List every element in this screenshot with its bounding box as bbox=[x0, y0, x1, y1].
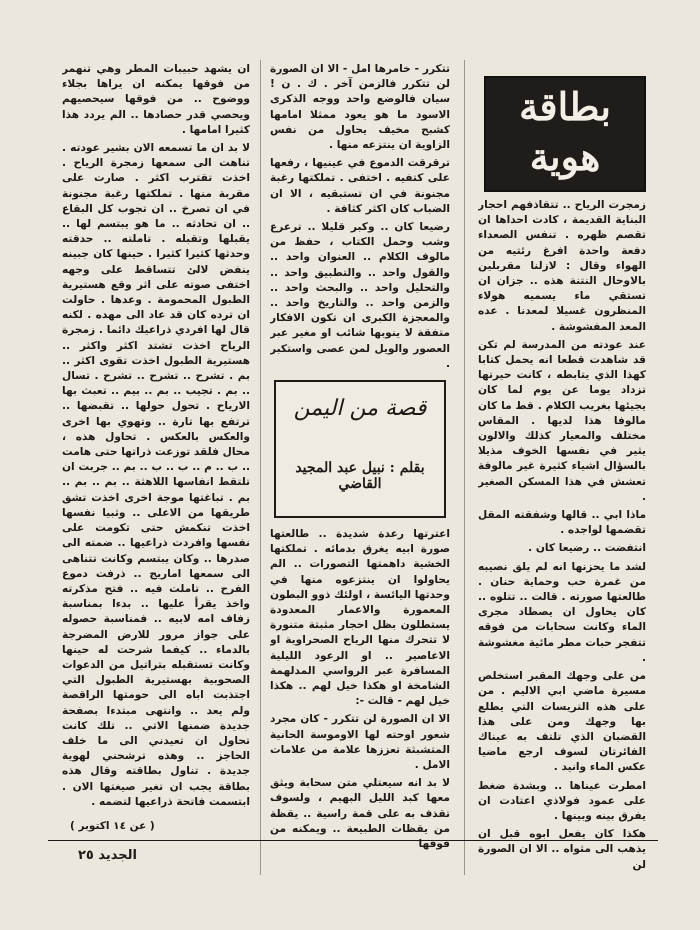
title-box bbox=[484, 76, 646, 192]
title-line-1: بطاقة bbox=[519, 84, 611, 129]
footer-divider bbox=[48, 840, 658, 841]
paragraph: امطرت عيناها .. وبشدة ضغط على عمود فولاذي اعتادت ان يفرق بينه وبينها . bbox=[478, 779, 646, 822]
paragraph: لا بد انه سيعتلي متن سحابة ويثق معها كبد الليل البهيم ، ولسوف تقذف به على قمة راسية .. يقظة من يقظات الطبيعة .. ويمكنه من فوقها bbox=[270, 777, 450, 851]
title-line-2: هوية bbox=[529, 134, 601, 179]
text-column-right bbox=[478, 198, 646, 893]
source-note: ( عن ١٤ اكتوبر ) bbox=[70, 820, 155, 832]
column-divider bbox=[464, 60, 465, 875]
paragraph: ان يشهد حبيبات المطر وهي تنهمر من فوقها يمكنه ان يراها بجلاء ووضوح .. من فوقها سيحصيهم ويحصي قدر حصادها .. الم يردد هذا كثيرا امامها . bbox=[62, 63, 250, 136]
paragraph: تتكرر - خامرها امل - الا ان الصورة لن تتكرر فالزمن آخر . ك . ن ! سيان فالوضع واحد ووجه الذكرى الاسود ما هو يعود ممثلا امامها كشبح مخيف يحاول من نفس الزاوية ان ينتزعه منها . bbox=[270, 63, 450, 152]
paragraph: من على وجهك المقبر استخلص مسيرة ماضي ابي الاليم . من على هذه التريسات التي يطلع بها وجهك ومن على هذا القضبان الذي تلتف به عيناك الفائرتان لسوف ارجع ماضيا عكس الماء وانيد . bbox=[478, 670, 646, 774]
paragraph: ماذا ابي .. قالها وشفقته المقل تقضمها لواجده . bbox=[478, 509, 646, 537]
text-column-left bbox=[62, 62, 250, 814]
story-byline: بقلم : نبيل عبد المجيد القاضي bbox=[295, 460, 425, 492]
text-column-middle-bottom bbox=[270, 527, 450, 872]
page-footer bbox=[72, 848, 137, 863]
paragraph: اعترتها رعدة شديدة .. طالعتها صورة ابيه يغرق بدمائه . تملكتها الخشية داهمتها التصورات .. الم يحاولوا ان ينتزعوه منها في وحدتها اليائسة ، اولئك ذوو البطون المعمورة والاعمار المعدودة يستطلون بظل احجار مثبتة متنورة لا تتحرك منها الرياح الصحراوية او الاعاصير .. او الرعود الليلية المسافرة عبر الرواسي المدلهمة الشامخة او هكذا خيل لهم .. هكذا خيل لهم - قالت -: bbox=[270, 528, 450, 708]
paragraph: عند عودته من المدرسة لم تكن قد شاهدت قطعا انه يحمل كتابا كهذا الذي يتابطه ، كانت حيرتها تزداد يوما عن يوم لما كان يجيئها بغريب الكلام . قط ما كان مالوفا هذا لديها . المقاس مختلف والمعيار كذلك والالون يثير في نفسها الخوف مذيلا بالسؤال اشياء كثيرة غير مالوفة تعشش في هذا المسكن الصغير . bbox=[478, 338, 646, 503]
paragraph: لا بد ان ما تسمعه الان بشير عودته . تناهت الى سمعها زمجرة الرياح . اخذت تقترب اكثر . صارت على مقربة منها . تملكتها رغبة مجنونة في ان تصرخ .. ان تجوب كل البقاع .. ان تحادثه .. ما هو يبتسم لها .. يقبلها وتقبله . تاملته .. حدقته وحدثها كثيرا كثيرا . حينها كان جبينه ينفض لالئ تتساقط على وجهه اختفى صوته على اثر وقع هستيرية الطبول المحمومة . وعدها . حاولت ان ترده كان قد عاد الى مهده . لكنه قال لها افردي ذراعيك دائما . زمجرة الرياح اخذت تشتد اكثر واكثر .. هستيرية الطبول اخذت تقوى اكثر .. بم . تشرح .. تشرح .. تشرح . تسال .. بم . تجيب .. بم .. بيم .. تعبث بها الارياح . تحول حولها .. تقبضها .. ترتفع بها تارة .. وتهوي بها اخرى والعكس بالعكس . تحاول هذه ، محال فلقد توزعت ذراتها حتى هامت .. ب .. م .. ب .. ب .. بم .. جربت ان تلتقط انفاسها اللاهثة .. بم .. بم .. بم . تباغتها موجة اخرى اخذت تشق طريقها من الاعلى .. وثبيا نفسها اخذت تنكمش حتى تكومت على نفسها وافردت ذراعيها .. ضمته الى صدرها .. وكان يبتسم وكانت تتناهى الى سمعها اماريج .. ذرفت دموع الفرح .. تاملت فيه .. فتح مذكرته واخذ يقرأ عليها .. بدءا بمناسبة زفاف امه لابيه .. فمناسبة حصوله على جواز مرور للارض المضرجة بالدماء .. كيفما شرحت له حينها وكانت تستقبله بتراتيل من الدعوات الصحوبية بهستيرية الطبول التي اجتذبت اباه الى حومتها الراقصة ولم يعد .. وانتهى مبتدءا بصفحة جديدة ضمنها الاتي .. تلك كانت تحاول ان تعيدني الى ما خلف الحاجز .. وهذه ترشحني لهوية جديدة . تناول بطاقته وقال هذه بطاقة يجب ان تغير صيغتها الان . ابتسمت فاتحة ذراعيها لتضمه . bbox=[62, 142, 250, 808]
column-divider bbox=[260, 60, 261, 875]
story-title: قصة من اليمن bbox=[293, 396, 427, 421]
paragraph: ترقرقت الدموع في عينيها ، رفعها على كتفيه . اختفى . تملكتها رغبة مجنونة في ان تستبقيه ، الا ان الضباب كان اكثر كثافة . bbox=[270, 157, 450, 215]
text-column-middle-top bbox=[270, 62, 450, 374]
paragraph: انتفضت .. رضيعا كان . bbox=[528, 542, 646, 555]
paragraph: لشد ما يحزنها انه لم يلق نصيبه من غمرة حب وحماية حنان . طالعتها صورته . قالت .. تتلوه .. كان يحاول ان يصطاد مجرى الماء وكانت سحابات من فوقه تتفجر حبات مطر مائية مغشوشة . bbox=[478, 560, 646, 664]
publication-name: الجديد bbox=[98, 848, 138, 863]
story-title-box bbox=[274, 380, 446, 518]
paragraph: هكذا كان يفعل ابوه قبل ان يذهب الى مثواه .. الا ان الصورة لن bbox=[478, 828, 646, 871]
paragraph: زمجرت الرياح .. تتقاذفهم احجار البناية القديمة ، كادت احداها ان تقصم ظهره . تنفس الصعداء دفعة واحدة افرغ رئتيه من الهواء وقال : لازلنا مقربلين بالاوحال النتنة هذه .. جزان ان تستقي ماء يسميه هولاء المنظرون غسيلا لمعدنا . عده المعد المفشوشة . bbox=[478, 199, 646, 333]
paragraph: الا ان الصورة لن تتكرر - كان مجرد شعور اوحته لها الاوموسة الحانية المتشبثة تعززها علامة من علامات الامل . bbox=[270, 713, 450, 772]
page-number: ٢٥ bbox=[78, 848, 94, 863]
paragraph: رضيعا كان .. وكبر قليلا .. ترعرع وشب وحمل الكتاب ، حفظ من مالوف الكلام .. العنوان واحد .. والقول واحد .. والتطبيق واحد .. والتحليل واحد .. والبحث واحد .. والزمن واحد .. والتاريخ واحد .. والمعجزة الكبرى ان تكون الافكار متفقة لا ينوبها شائب او مغير عبر العصور والويل لمن عصى واستكبر . bbox=[270, 221, 450, 370]
